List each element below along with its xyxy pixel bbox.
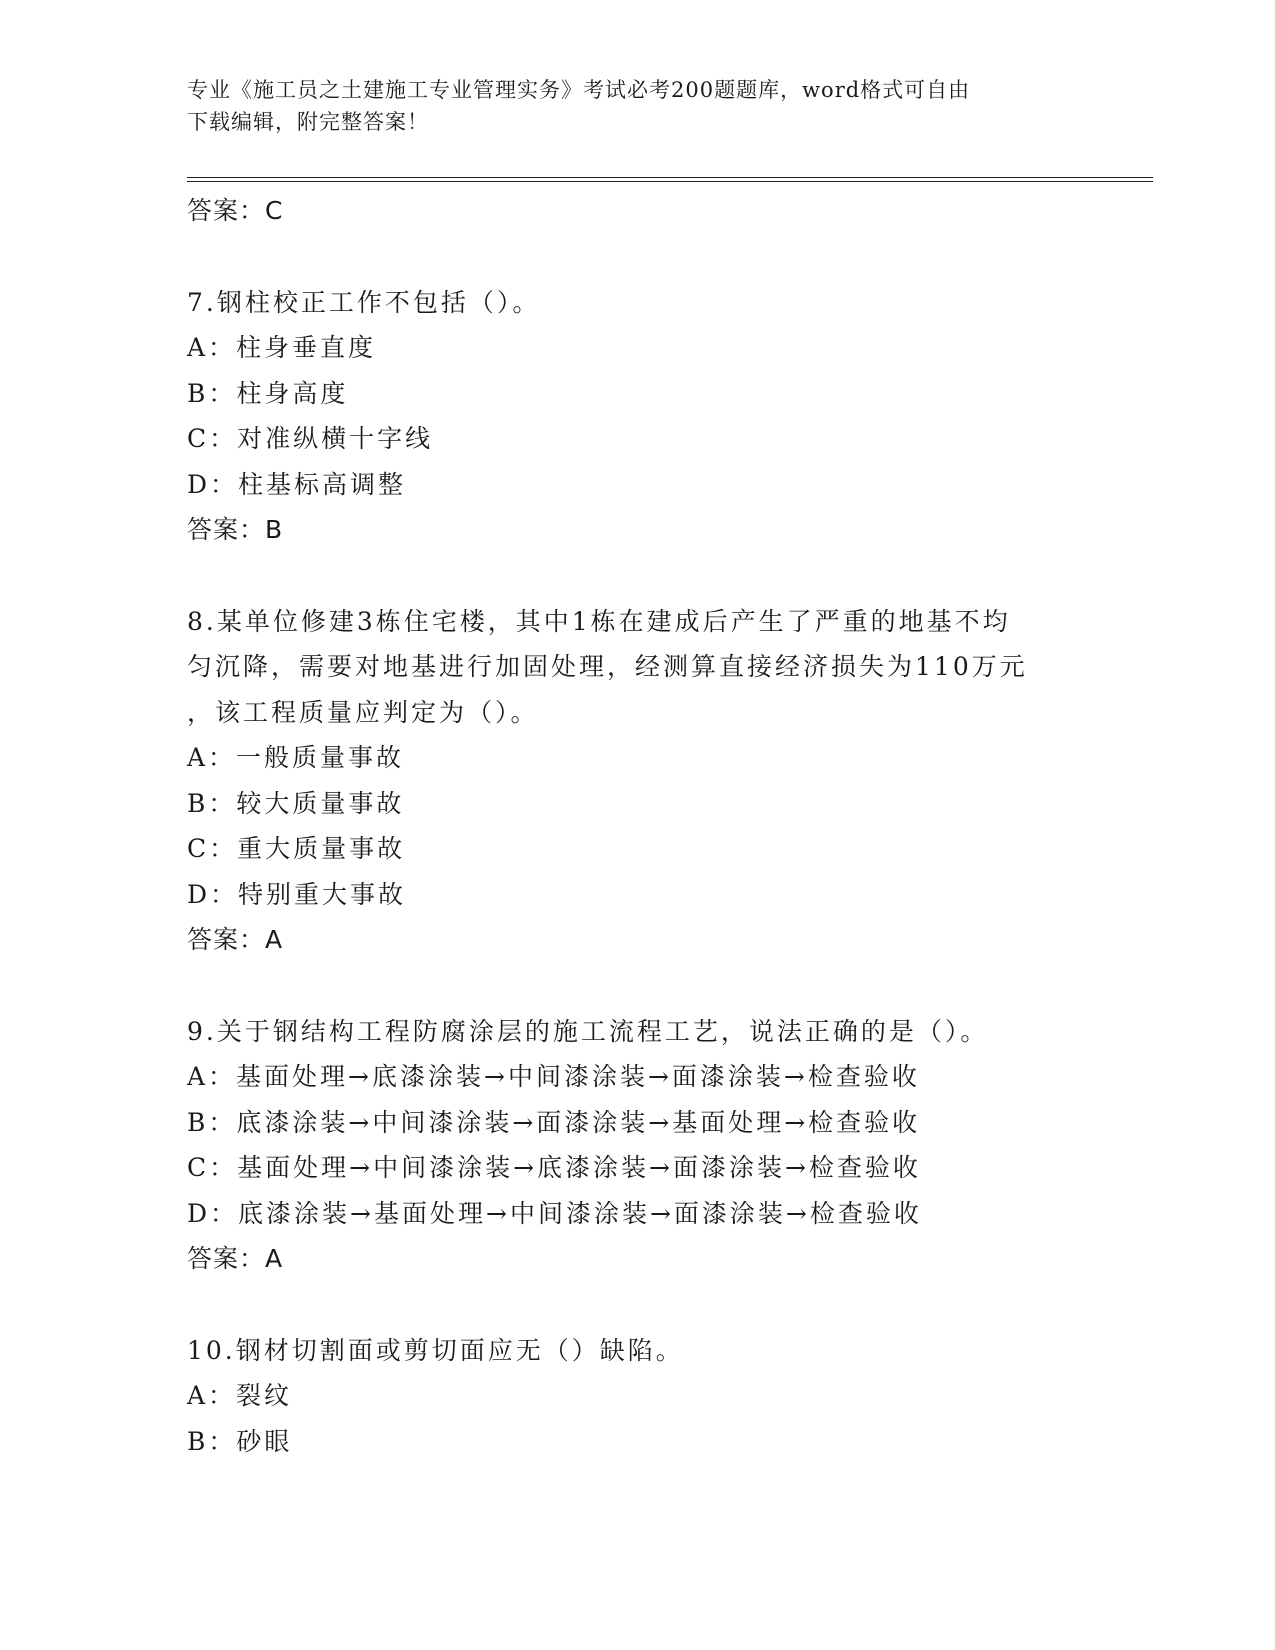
question-text (187, 280, 1067, 326)
spacer (187, 963, 1067, 1009)
question-text (187, 599, 1067, 736)
option-line: D：特别重大事故 (187, 879, 407, 909)
answer-line: 答案：B (187, 515, 284, 544)
page-header (187, 74, 1067, 138)
option-line: A：裂纹 (187, 1381, 293, 1410)
spacer (187, 234, 1067, 280)
spacer (187, 1282, 1067, 1328)
option-line: A：基面处理→底漆涂装→中间漆涂装→面漆涂装→检查验收 (187, 1062, 920, 1091)
option-line: A：柱身垂直度 (187, 333, 377, 362)
question-text (187, 1009, 1067, 1055)
option-line: A：一般质量事故 (187, 743, 405, 772)
question-line: 7.钢柱校正工作不包括（）。 (187, 287, 541, 317)
option-line: C：重大质量事故 (187, 834, 406, 863)
question-list (187, 188, 1067, 1464)
option-line: B：砂眼 (187, 1426, 293, 1456)
question-line: ，该工程质量应判定为（）。 (187, 697, 539, 727)
header-line-2: 下载编辑，附完整答案！ (187, 110, 429, 134)
option-line: B：较大质量事故 (187, 788, 405, 818)
answer-line: 答案：A (187, 1244, 284, 1273)
option-line: C：基面处理→中间漆涂装→底漆涂装→面漆涂装→检查验收 (187, 1153, 921, 1182)
spacer (187, 553, 1067, 599)
answer-line: 答案：A (187, 925, 284, 954)
question-line: 9.关于钢结构工程防腐涂层的施工流程工艺，说法正确的是（）。 (187, 1016, 989, 1046)
answer-line: 答案：C (187, 196, 284, 225)
question-line: 8.某单位修建3栋住宅楼，其中1栋在建成后产生了严重的地基不均 (187, 606, 1011, 636)
question-line: 匀沉降，需要对地基进行加固处理，经测算直接经济损失为110万元 (187, 652, 1028, 681)
header-line-1: 专业《施工员之土建施工专业管理实务》考试必考200题题库，word格式可自由 (187, 78, 971, 102)
option-line: B：柱身高度 (187, 378, 349, 408)
option-line: C：对准纵横十字线 (187, 424, 434, 453)
question-line: 10.钢材切割面或剪切面应无（）缺陷。 (187, 1335, 684, 1365)
option-line: D：柱基标高调整 (187, 469, 407, 499)
header-divider (187, 177, 1153, 182)
option-line: B：底漆涂装→中间漆涂装→面漆涂装→基面处理→检查验收 (187, 1107, 921, 1137)
question-text (187, 1328, 1067, 1374)
option-line: D：底漆涂装→基面处理→中间漆涂装→面漆涂装→检查验收 (187, 1198, 922, 1228)
